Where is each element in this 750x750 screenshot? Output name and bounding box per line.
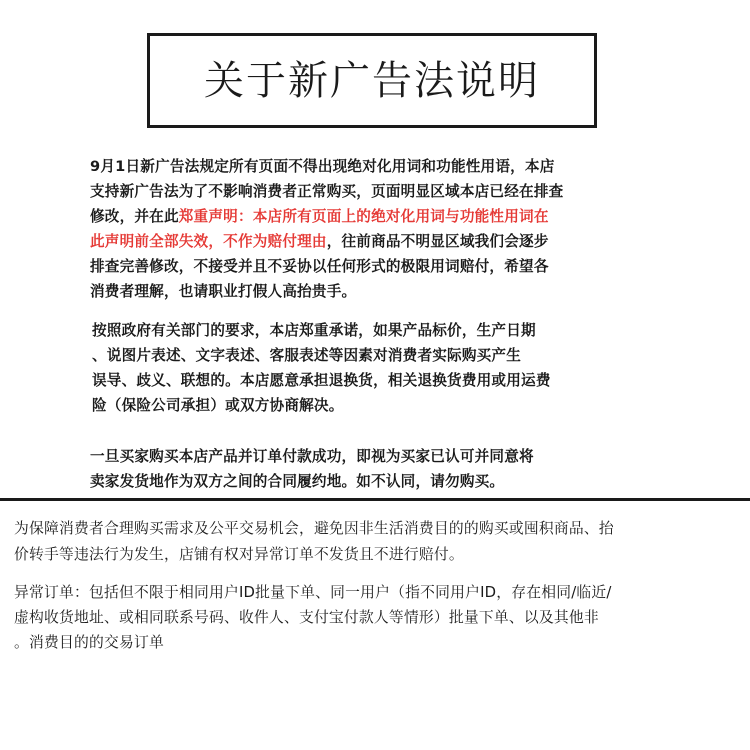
s1-line-3-red: 郑重声明：本店所有页面上的绝对化用词与功能性用词在 [178, 208, 549, 225]
s1-line-4 [90, 231, 549, 253]
s1-line-3 [90, 206, 549, 228]
s2-line-4: 险（保险公司承担）或双方协商解决。 [92, 397, 344, 414]
page-title: 关于新广告法说明 [204, 57, 540, 104]
s4-line-1: 为保障消费者合理购买需求及公平交易机会，避免因非生活消费目的的购买或囤积商品、抬 [14, 520, 614, 537]
s1-line-6: 消费者理解，也请职业打假人高抬贵手。 [90, 283, 357, 300]
s3-line-1: 一旦买家购买本店产品并订单付款成功，即视为买家已认可并同意将 [90, 448, 534, 465]
s2-line-3: 误导、歧义、联想的。本店愿意承担退换货，相关退换货费用或用运费 [92, 372, 551, 389]
s1-line-4-text: ，往前商品不明显区域我们会逐步 [326, 233, 549, 250]
title-box [147, 33, 597, 128]
s5-line-1: 异常订单：包括但不限于相同用户ID批量下单、同一用户（指不同用户ID，存在相同/临近/ [14, 584, 612, 601]
s4-line-2: 价转手等违法行为发生，店铺有权对异常订单不发货且不进行赔付。 [14, 546, 464, 563]
section-divider [0, 498, 750, 501]
s1-line-1: 9月1日新广告法规定所有页面不得出现绝对化用词和功能性用语，本店 [90, 158, 555, 175]
s1-line-3-text: 修改，并在此 [90, 208, 179, 225]
s5-line-3: 。消费目的的交易订单 [14, 634, 164, 651]
s2-line-2: 、说图片表述、文字表述、客服表述等因素对消费者实际购买产生 [92, 347, 522, 364]
s5-line-2: 虚构收货地址、或相同联系号码、收件人、支付宝付款人等情形）批量下单、以及其他非 [14, 609, 599, 626]
s1-line-2: 支持新广告法为了不影响消费者正常购买，页面明显区域本店已经在排查 [90, 183, 564, 200]
s1-line-4-red: 此声明前全部失效，不作为赔付理由 [90, 233, 327, 250]
s2-line-1: 按照政府有关部门的要求，本店郑重承诺，如果产品标价，生产日期 [92, 322, 536, 339]
s3-line-2: 卖家发货地作为双方之间的合同履约地。如不认同，请勿购买。 [90, 473, 505, 490]
s1-line-5: 排查完善修改，不接受并且不妥协以任何形式的极限用词赔付，希望各 [90, 258, 549, 275]
